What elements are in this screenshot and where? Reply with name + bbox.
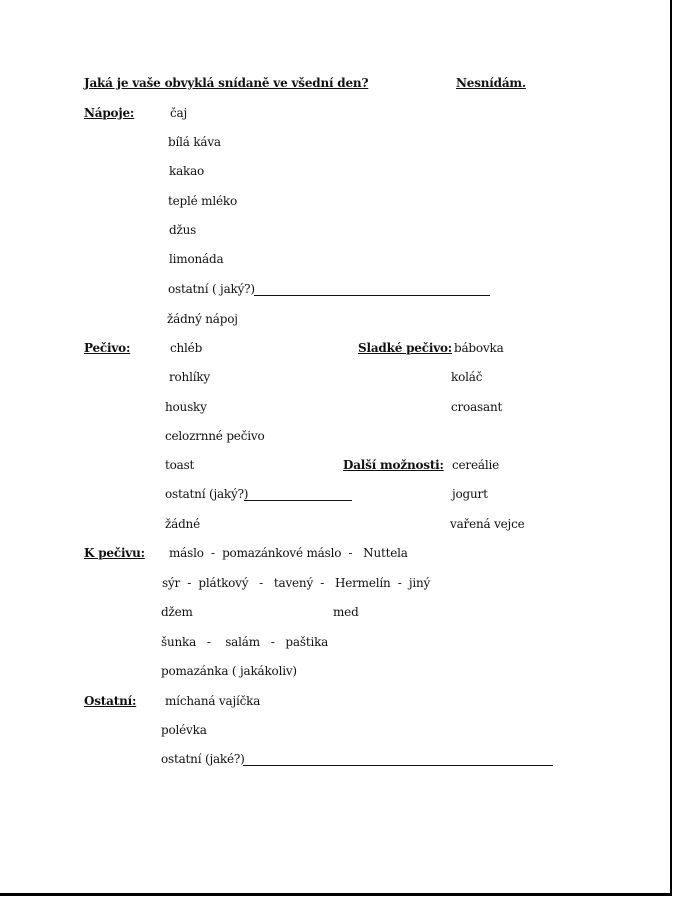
ostatni-option-michana-vajicka[interactable]: míchaná vajíčka [165,694,261,708]
k-pecivu-option-dzem[interactable]: džem [161,605,193,619]
pecivo-option-rohliky[interactable]: rohlíky [169,370,211,384]
question-heading: Jaká je vaše obvyklá snídaně ve všední den? [84,76,369,90]
napoje-option-teple-mleko[interactable]: teplé mléko [168,194,237,208]
dalsi-option-jogurt[interactable]: jogurt [452,487,488,501]
ostatni-option-polevka[interactable]: polévka [161,723,207,737]
pecivo-option-chleb[interactable]: chléb [170,341,203,355]
pecivo-option-ostatni[interactable]: ostatní (jaký?) [165,487,249,501]
ostatni-option-ostatni[interactable]: ostatní (jaké?) [161,752,245,766]
pecivo-option-celozrnne[interactable]: celozrnné pečivo [165,429,265,443]
dalsi-option-varena-vejce[interactable]: vařená vejce [450,517,525,531]
sladke-pecivo-heading: Sladké pečivo: [358,341,453,355]
napoje-option-kakao[interactable]: kakao [169,164,205,178]
ostatni-blank-line[interactable] [243,765,553,766]
k-pecivu-option-pomazanka[interactable]: pomazánka ( jakákoliv) [161,664,297,678]
k-pecivu-line-syr[interactable]: sýr - plátkový - tavený - Hermelín - jiný [162,576,431,590]
sladke-option-croasant[interactable]: croasant [451,400,503,414]
napoje-option-bila-kava[interactable]: bílá káva [168,135,221,149]
sladke-option-babovka[interactable]: bábovka [454,341,504,355]
napoje-option-dzus[interactable]: džus [169,223,197,237]
pecivo-option-toast[interactable]: toast [165,458,195,472]
k-pecivu-line-maslo[interactable]: máslo - pomazánkové máslo - Nuttela [169,546,408,560]
dalsi-moznosti-heading: Další možnosti: [343,458,444,472]
napoje-option-zadny[interactable]: žádný nápoj [167,312,238,326]
k-pecivu-line-sunka[interactable]: šunka - salám - paštika [161,635,329,649]
pecivo-heading: Pečivo: [84,341,131,355]
napoje-heading: Nápoje: [84,106,135,120]
k-pecivu-heading: K pečivu: [84,546,145,560]
dalsi-option-cerealie[interactable]: cereálie [452,458,499,472]
pecivo-ostatni-blank-line[interactable] [244,500,352,501]
napoje-option-ostatni[interactable]: ostatní ( jaký?) [168,282,255,296]
no-breakfast-option[interactable]: Nesnídám. [456,76,526,90]
k-pecivu-option-med[interactable]: med [333,605,359,619]
napoje-ostatni-blank-line[interactable] [254,295,490,296]
ostatni-heading: Ostatní: [84,694,137,708]
sladke-option-kolac[interactable]: koláč [451,370,483,384]
napoje-option-limonada[interactable]: limonáda [169,252,224,266]
napoje-option-caj[interactable]: čaj [170,106,187,120]
pecivo-option-housky[interactable]: housky [165,400,207,414]
pecivo-option-zadne[interactable]: žádné [165,517,200,531]
